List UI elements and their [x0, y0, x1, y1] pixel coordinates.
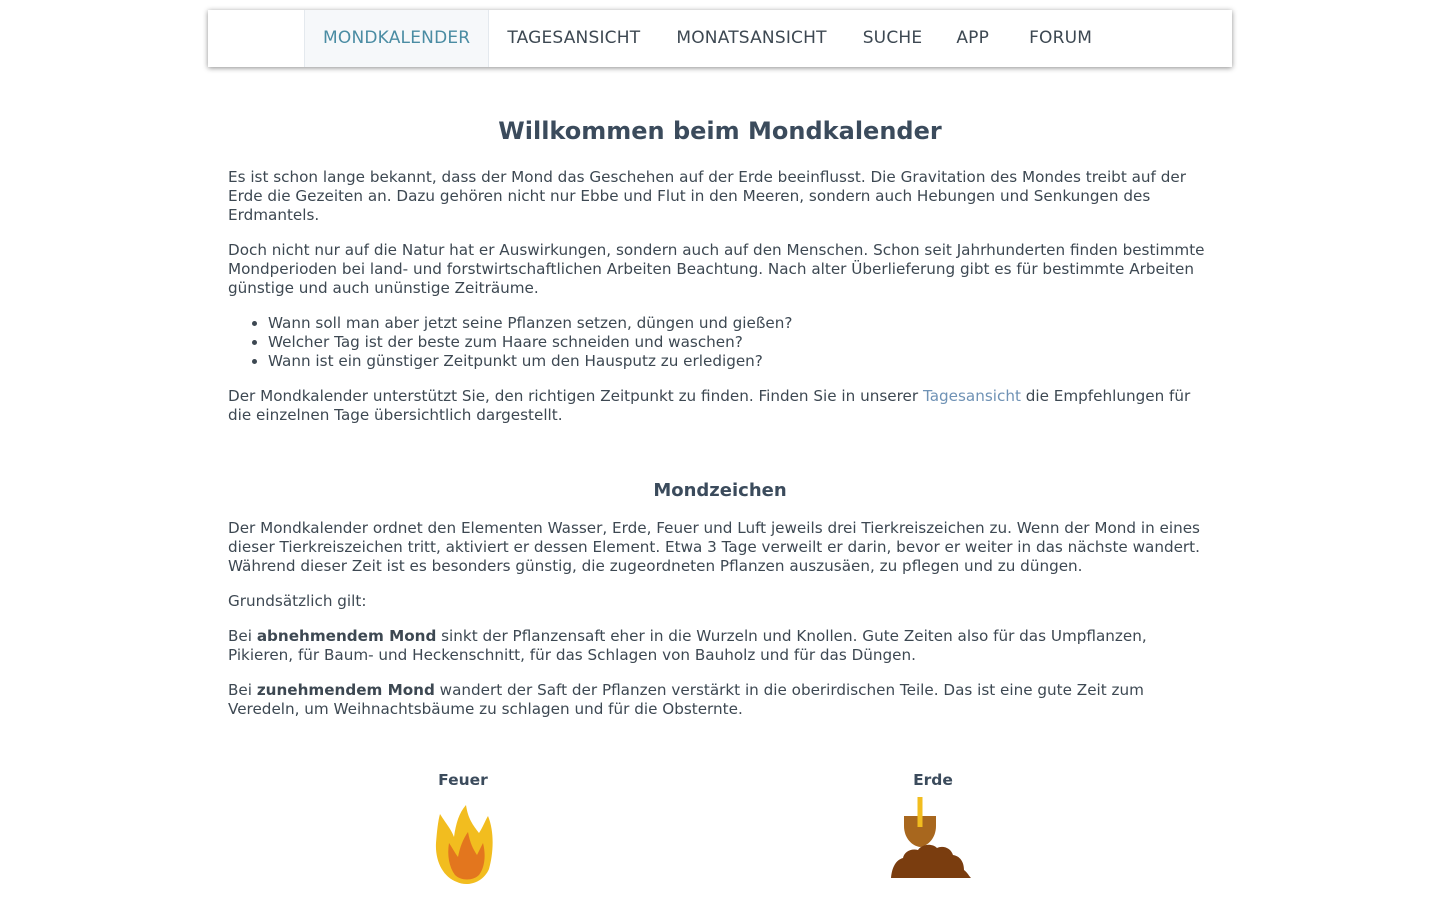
waning-moon-term: abnehmendem Mond	[256, 627, 437, 645]
intro-paragraph-2: Doch nicht nur auf die Natur hat er Auswirkungen, sondern auch auf den Menschen. Schon seit Jahrhunderten finden bestimmte Mondperioden bei land- und forstwirtschaftlichen Arbeiten Beachtung. Nach alter Überlieferung gibt es für bestimmte Arbeiten günstige und auch unünstige Zeiträume.	[228, 241, 1205, 297]
tagesansicht-link[interactable]: Tagesansicht	[922, 387, 1021, 405]
zodiac-paragraph-4	[228, 681, 1212, 719]
nav-menu	[304, 10, 1110, 67]
flame-icon	[413, 799, 513, 889]
intro-paragraph-3-text-after: die Empfehlungen für die einzelnen Tage übersichtlich dargestellt.	[228, 387, 1191, 424]
element-label-erde: Erde	[913, 771, 953, 789]
main-navbar	[208, 10, 1232, 67]
section-title-mondzeichen: Mondzeichen	[653, 480, 787, 501]
zodiac-p3-after: sinkt der Pflanzensaft eher in die Wurzeln und Knollen. Gute Zeiten also für das Umpflanzen, Pikieren, für Baum- und Heckenschnitt, für das Schlagen von Bauholz und für das Düngen.	[228, 627, 1147, 664]
nav-item-forum[interactable]: FORUM	[1029, 28, 1093, 48]
zodiac-p4-before: Bei	[228, 681, 257, 699]
zodiac-paragraph-2: Grundsätzlich gilt:	[228, 592, 367, 610]
zodiac-p4-after: wandert der Saft der Pflanzen verstärkt in die oberirdischen Teile. Das ist eine gute Zeit zum Veredeln, um Weihnachtsbäume zu schlagen und für die Obsternte.	[228, 681, 1144, 718]
element-card-erde	[883, 771, 983, 884]
zodiac-p3-before: Bei	[228, 627, 257, 645]
element-label-feuer: Feuer	[438, 771, 488, 789]
intro-paragraph-3	[228, 387, 1212, 425]
nav-item-suche[interactable]: SUCHE	[862, 28, 923, 48]
zodiac-paragraph-1: Der Mondkalender ordnet den Elementen Wasser, Erde, Feuer und Luft jeweils drei Tierkreiszeichen zu. Wenn der Mond in eines dieser Tierkreiszeichen tritt, aktiviert er dessen Element. Etwa 3 Tage verweilt er darin, bevor er weiter in das nächste wandert. Während dieser Zeit ist es besonders günstig, die zugeordneten Pflanzen auszusäen, zu pflegen und zu düngen.	[228, 519, 1200, 575]
nav-item-app[interactable]: APP	[956, 28, 990, 48]
page-title: Willkommen beim Mondkalender	[498, 117, 942, 145]
nav-item-mondkalender[interactable]: MONDKALENDER	[304, 10, 489, 67]
question-list	[228, 314, 1212, 371]
intro-paragraph-1: Es ist schon lange bekannt, dass der Mond das Geschehen auf der Erde beeinflusst. Die Gravitation des Mondes treibt auf der Erde die Gezeiten an. Dazu gehören nicht nur Ebbe und Flut in den Meeren, sondern auch Hebungen und Senkungen des Erdmantels.	[228, 168, 1186, 224]
zodiac-paragraph-3	[228, 627, 1212, 665]
list-item: • Wann ist ein günstiger Zeitpunkt um den Hausputz zu erledigen?	[268, 352, 1212, 371]
element-card-feuer	[413, 771, 513, 889]
intro-paragraph-3-text-before: Der Mondkalender unterstützt Sie, den richtigen Zeitpunkt zu finden. Finden Sie in unserer	[228, 387, 923, 405]
list-item: • Wann soll man aber jetzt seine Pflanzen setzen, düngen und gießen?	[268, 314, 1212, 333]
list-item: • Welcher Tag ist der beste zum Haare schneiden und waschen?	[268, 333, 1212, 352]
main-content	[228, 100, 1212, 719]
waxing-moon-term: zunehmendem Mond	[256, 681, 435, 699]
nav-item-monatsansicht[interactable]: MONATSANSICHT	[676, 28, 827, 48]
nav-item-tagesansicht[interactable]: TAGESANSICHT	[507, 28, 641, 48]
soil-shovel-icon	[883, 792, 983, 884]
